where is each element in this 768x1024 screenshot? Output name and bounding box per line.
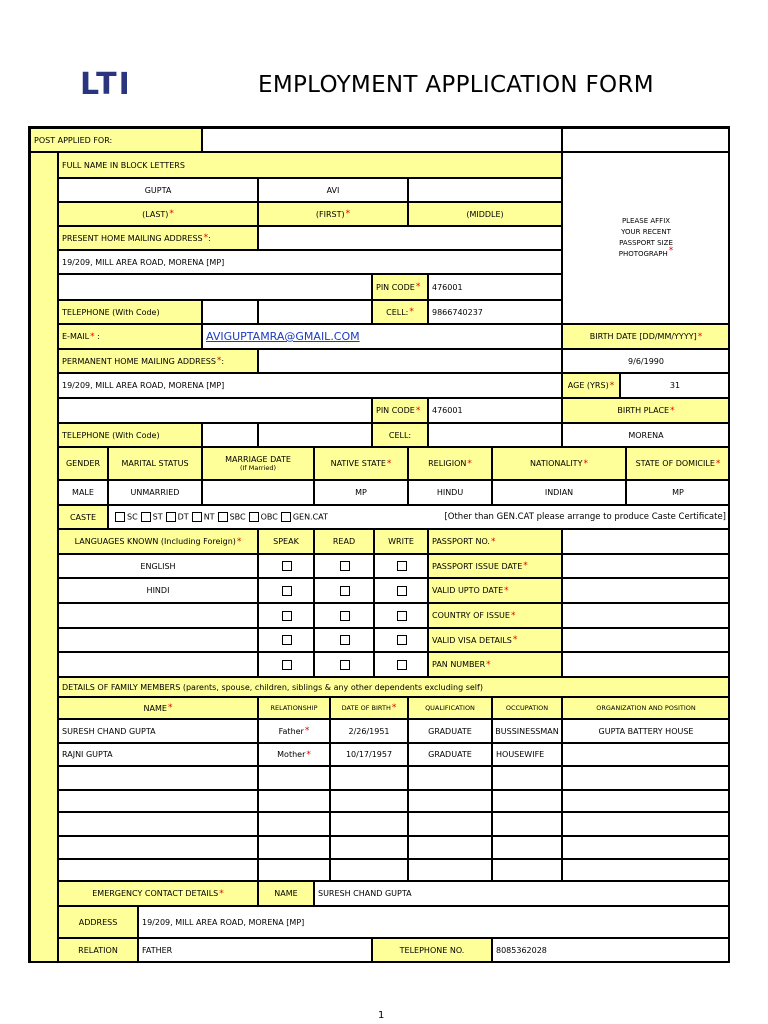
present-address-extra <box>258 226 562 250</box>
speak-cell <box>258 603 314 628</box>
valid-visa-details-field[interactable] <box>562 628 730 652</box>
emergency-name-label: NAME <box>258 881 314 906</box>
state-of-domicile-field[interactable]: MP <box>626 480 730 505</box>
permanent-cell-label: CELL: <box>372 423 428 447</box>
family-row-name[interactable] <box>58 859 258 881</box>
caste-checkbox[interactable] <box>249 512 259 522</box>
family-row-org[interactable] <box>562 766 730 790</box>
write-checkbox[interactable] <box>397 635 407 645</box>
language-row-1[interactable]: ENGLISH <box>58 554 258 578</box>
caste-checkbox[interactable] <box>166 512 176 522</box>
family-details-heading: DETAILS OF FAMILY MEMBERS (parents, spouse, children, siblings & any other dependents excluding self) <box>58 677 730 697</box>
permanent-pin-field[interactable]: 476001 <box>428 398 562 423</box>
pan-number-field[interactable] <box>562 652 730 677</box>
valid-visa-details-label: VALID VISA DETAILS * <box>428 628 562 652</box>
family-occupation-header: OCCUPATION <box>492 697 562 719</box>
family-row-qualification[interactable] <box>408 812 492 836</box>
write-label: WRITE <box>374 529 428 554</box>
country-of-issue-label: COUNTRY OF ISSUE * <box>428 603 562 628</box>
family-row-qualification[interactable] <box>408 790 492 812</box>
middle-label: (MIDDLE) <box>408 202 562 226</box>
family-row-name[interactable] <box>58 836 258 859</box>
last-name-field[interactable]: GUPTA <box>58 178 258 202</box>
family-row-occupation[interactable]: BUSSINESSMAN <box>492 719 562 743</box>
family-row-dob[interactable] <box>330 836 408 859</box>
read-checkbox[interactable] <box>340 611 350 621</box>
religion-field[interactable]: HINDU <box>408 480 492 505</box>
read-label: READ <box>314 529 374 554</box>
marriage-date-label: MARRIAGE DATE (If Married) <box>202 447 314 480</box>
language-row-3[interactable] <box>58 603 258 628</box>
permanent-telephone-field[interactable] <box>258 423 372 447</box>
full-name-label: FULL NAME IN BLOCK LETTERS <box>58 152 562 178</box>
gender-field[interactable]: MALE <box>58 480 108 505</box>
emergency-telephone-field[interactable]: 8085362028 <box>492 938 730 963</box>
family-name-header: NAME * <box>58 697 258 719</box>
caste-checkbox[interactable] <box>281 512 291 522</box>
caste-option-nt[interactable]: NT <box>189 512 215 522</box>
family-row-dob[interactable]: 2/26/1951 <box>330 719 408 743</box>
permanent-cell-field[interactable] <box>428 423 562 447</box>
caste-option-st[interactable]: ST <box>138 512 163 522</box>
family-row-relationship[interactable]: Mother * <box>258 743 330 766</box>
family-row-relationship[interactable]: Father * <box>258 719 330 743</box>
family-row-relationship[interactable] <box>258 790 330 812</box>
gender-label: GENDER <box>58 447 108 480</box>
family-qualification-header: QUALIFICATION <box>408 697 492 719</box>
family-org-header: ORGANIZATION AND POSITION <box>562 697 730 719</box>
family-row-qualification[interactable] <box>408 859 492 881</box>
speak-cell <box>258 628 314 652</box>
read-cell <box>314 554 374 578</box>
read-cell <box>314 578 374 603</box>
caste-checkbox[interactable] <box>141 512 151 522</box>
read-cell <box>314 652 374 677</box>
religion-label: RELIGION * <box>408 447 492 480</box>
read-checkbox[interactable] <box>340 635 350 645</box>
age-label: AGE (YRS) * <box>562 373 620 398</box>
passport-no-label: PASSPORT NO. * <box>428 529 562 554</box>
write-cell <box>374 603 428 628</box>
family-row-dob[interactable] <box>330 790 408 812</box>
age-field[interactable]: 31 <box>620 373 730 398</box>
write-checkbox[interactable] <box>397 561 407 571</box>
email-link[interactable]: AVIGUPTAMRA@GMAIL.COM <box>206 330 360 343</box>
post-applied-extra <box>562 128 730 152</box>
family-row-name[interactable] <box>58 812 258 836</box>
family-row-name[interactable] <box>58 766 258 790</box>
family-row-org[interactable] <box>562 743 730 766</box>
present-address-line2[interactable] <box>58 274 372 300</box>
language-row-2[interactable]: HINDI <box>58 578 258 603</box>
speak-cell <box>258 652 314 677</box>
present-cell-label: CELL: * <box>372 300 428 324</box>
speak-cell <box>258 554 314 578</box>
logo-text: LTI <box>80 67 132 98</box>
family-row-relationship[interactable] <box>258 812 330 836</box>
family-row-org[interactable] <box>562 859 730 881</box>
write-cell <box>374 652 428 677</box>
native-state-field[interactable]: MP <box>314 480 408 505</box>
family-row-relationship[interactable] <box>258 836 330 859</box>
native-state-label: NATIVE STATE * <box>314 447 408 480</box>
family-row-name[interactable] <box>58 790 258 812</box>
caste-option-gen[interactable]: GEN.CAT <box>278 512 328 522</box>
family-dob-header: DATE OF BIRTH * <box>330 697 408 719</box>
marital-status-label: MARITAL STATUS <box>108 447 202 480</box>
emergency-telephone-label: TELEPHONE NO. <box>372 938 492 963</box>
language-row-5[interactable] <box>58 652 258 677</box>
caste-checkbox[interactable] <box>192 512 202 522</box>
nationality-label: NATIONALITY * <box>492 447 626 480</box>
family-row-org[interactable] <box>562 836 730 859</box>
write-checkbox[interactable] <box>397 611 407 621</box>
post-applied-field[interactable] <box>202 128 562 152</box>
middle-name-field[interactable] <box>408 178 562 202</box>
passport-no-field[interactable] <box>562 529 730 554</box>
caste-option-obc[interactable]: OBC <box>246 512 278 522</box>
family-row-dob[interactable] <box>330 812 408 836</box>
caste-note: [Other than GEN.CAT please arrange to produce Caste Certificate] <box>444 512 726 522</box>
speak-cell <box>258 578 314 603</box>
valid-upto-date-label: VALID UPTO DATE * <box>428 578 562 603</box>
emergency-relation-label: RELATION <box>58 938 138 963</box>
nationality-field[interactable]: INDIAN <box>492 480 626 505</box>
family-row-qualification[interactable] <box>408 766 492 790</box>
passport-issue-date-field[interactable] <box>562 554 730 578</box>
family-relationship-header: RELATIONSHIP <box>258 697 330 719</box>
permanent-telephone-code[interactable] <box>202 423 258 447</box>
family-row-qualification[interactable]: GRADUATE <box>408 719 492 743</box>
family-row-relationship[interactable] <box>258 766 330 790</box>
marriage-date-field[interactable] <box>202 480 314 505</box>
permanent-address-field[interactable]: 19/209, MILL AREA ROAD, MORENA [MP] <box>58 373 562 398</box>
family-row-dob[interactable] <box>330 859 408 881</box>
permanent-address-label: PERMANENT HOME MAILING ADDRESS * : <box>58 349 258 373</box>
marital-status-field[interactable]: UNMARRIED <box>108 480 202 505</box>
family-row-occupation[interactable] <box>492 836 562 859</box>
family-row-occupation[interactable]: HOUSEWIFE <box>492 743 562 766</box>
read-cell <box>314 603 374 628</box>
last-label: (LAST) * <box>58 202 258 226</box>
caste-option-sc[interactable]: SC <box>112 512 138 522</box>
country-of-issue-field[interactable] <box>562 603 730 628</box>
post-applied-label: POST APPLIED FOR: <box>30 128 202 152</box>
family-row-org[interactable]: GUPTA BATTERY HOUSE <box>562 719 730 743</box>
valid-upto-date-field[interactable] <box>562 578 730 603</box>
birth-place-label: BIRTH PLACE * <box>562 398 730 423</box>
languages-known-label: LANGUAGES KNOWN (Including Foreign) * <box>58 529 258 554</box>
family-row-occupation[interactable] <box>492 766 562 790</box>
pan-number-label: PAN NUMBER * <box>428 652 562 677</box>
write-checkbox[interactable] <box>397 586 407 596</box>
application-form <box>28 126 730 963</box>
present-address-label: PRESENT HOME MAILING ADDRESS * : <box>58 226 258 250</box>
page-number: 1 <box>378 1010 385 1021</box>
read-checkbox[interactable] <box>340 586 350 596</box>
speak-checkbox[interactable] <box>282 611 292 621</box>
write-cell <box>374 554 428 578</box>
family-row-org[interactable] <box>562 812 730 836</box>
speak-checkbox[interactable] <box>282 561 292 571</box>
email-field[interactable] <box>202 324 562 349</box>
family-row-qualification[interactable] <box>408 836 492 859</box>
read-checkbox[interactable] <box>340 561 350 571</box>
emergency-address-label: ADDRESS <box>58 906 138 938</box>
caste-checkbox[interactable] <box>218 512 228 522</box>
emergency-relation-field[interactable]: FATHER <box>138 938 372 963</box>
family-row-occupation[interactable] <box>492 812 562 836</box>
emergency-address-field[interactable]: 19/209, MILL AREA ROAD, MORENA [MP] <box>138 906 730 938</box>
birth-place-field[interactable]: MORENA <box>562 423 730 447</box>
family-row-dob[interactable] <box>330 766 408 790</box>
photo-box: PLEASE AFFIX YOUR RECENT PASSPORT SIZE PHOTOGRAPH* <box>562 152 730 324</box>
email-label: E-MAIL * : <box>58 324 202 349</box>
family-row-occupation[interactable] <box>492 790 562 812</box>
write-cell <box>374 578 428 603</box>
permanent-pin-label: PIN CODE * <box>372 398 428 423</box>
present-telephone-field[interactable] <box>258 300 372 324</box>
family-row-relationship[interactable] <box>258 859 330 881</box>
present-pin-field[interactable]: 476001 <box>428 274 562 300</box>
speak-checkbox[interactable] <box>282 635 292 645</box>
birth-date-label: BIRTH DATE [DD/MM/YYYY] * <box>562 324 730 349</box>
caste-checkbox[interactable] <box>115 512 125 522</box>
lti-logo <box>80 66 142 98</box>
first-label: (FIRST) * <box>258 202 408 226</box>
state-of-domicile-label: STATE OF DOMICILE * <box>626 447 730 480</box>
language-row-4[interactable] <box>58 628 258 652</box>
family-row-dob[interactable]: 10/17/1957 <box>330 743 408 766</box>
family-row-name[interactable]: RAJNI GUPTA <box>58 743 258 766</box>
family-row-name[interactable]: SURESH CHAND GUPTA <box>58 719 258 743</box>
caste-checkboxes <box>112 512 328 522</box>
present-cell-field[interactable]: 9866740237 <box>428 300 562 324</box>
present-telephone-code[interactable] <box>202 300 258 324</box>
left-gutter <box>30 152 58 963</box>
birth-date-field[interactable]: 9/6/1990 <box>562 349 730 373</box>
family-row-occupation[interactable] <box>492 859 562 881</box>
write-checkbox[interactable] <box>397 660 407 670</box>
write-cell <box>374 628 428 652</box>
permanent-address-line2[interactable] <box>58 398 372 423</box>
caste-options <box>108 505 730 529</box>
caste-option-dt[interactable]: DT <box>163 512 189 522</box>
caste-label: CASTE <box>58 505 108 529</box>
passport-issue-date-label: PASSPORT ISSUE DATE * <box>428 554 562 578</box>
read-cell <box>314 628 374 652</box>
family-row-qualification[interactable]: GRADUATE <box>408 743 492 766</box>
present-pin-label: PIN CODE * <box>372 274 428 300</box>
first-name-field[interactable]: AVI <box>258 178 408 202</box>
permanent-telephone-label: TELEPHONE (With Code) <box>58 423 202 447</box>
present-address-field[interactable]: 19/209, MILL AREA ROAD, MORENA [MP] <box>58 250 562 274</box>
permanent-address-extra <box>258 349 562 373</box>
emergency-contact-label: EMERGENCY CONTACT DETAILS * <box>58 881 258 906</box>
present-telephone-label: TELEPHONE (With Code) <box>58 300 202 324</box>
emergency-name-field[interactable]: SURESH CHAND GUPTA <box>314 881 730 906</box>
caste-option-sbc[interactable]: SBC <box>215 512 246 522</box>
speak-checkbox[interactable] <box>282 586 292 596</box>
speak-label: SPEAK <box>258 529 314 554</box>
speak-checkbox[interactable] <box>282 660 292 670</box>
family-row-org[interactable] <box>562 790 730 812</box>
page-title: EMPLOYMENT APPLICATION FORM <box>258 72 654 98</box>
read-checkbox[interactable] <box>340 660 350 670</box>
